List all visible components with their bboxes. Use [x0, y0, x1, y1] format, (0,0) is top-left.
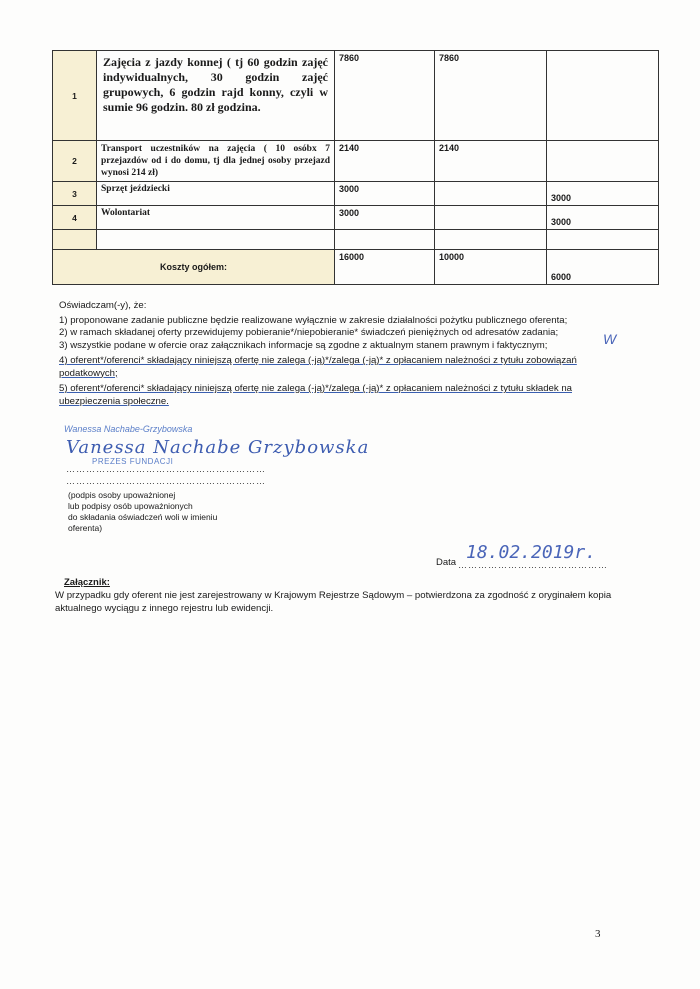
table-row-empty — [53, 230, 659, 250]
date-value: 18.02.2019r. — [466, 542, 597, 563]
table-row — [53, 141, 659, 182]
margin-mark: W — [603, 331, 617, 347]
attachment-text: W przypadku gdy oferent nie jest zarejestrowany w Krajowym Rejestrze Sądowym – potwierdzona za zgodność z oryginałem kopia aktualnego wyciągu z innego rejestru lub ewidencji. — [55, 590, 612, 614]
declaration-item: 1) proponowane zadanie publiczne będzie realizowane wyłącznie w zakresie działalności pożytku publicznego oferenta; — [59, 314, 568, 326]
declarations — [59, 300, 619, 408]
own-contribution-sum: 6000 — [547, 250, 659, 285]
table-row — [53, 206, 659, 230]
signature-stamp-name: Wanessa Nachabe-Grzybowska — [64, 424, 193, 434]
cost-description: Zajęcia z jazdy konnej ( tj 60 godzin zajęć indywidualnych, 30 godzin zajęć grupowych, 6 godzin rajd konny, czyli w sumie 96 godzin. 80 zł godzina. — [97, 51, 335, 141]
requested-grant-cell: 2140 — [435, 141, 547, 182]
total-cost-sum: 16000 — [335, 250, 435, 285]
signature-stamp-title: PREZES FUNDACJI — [92, 457, 174, 466]
attachment-title: Załącznik: — [64, 577, 110, 588]
total-cost-cell: 3000 — [335, 182, 435, 206]
signature-caption: (podpis osoby upoważnionej lub podpisy osób upoważnionych do składania oświadczeń woli w imieniu oferenta) — [68, 490, 218, 533]
date-label: Data — [436, 557, 457, 568]
declaration-item: 5) oferent*/oferenci* składający niniejszą ofertę nie zalega (-ją)*/zalega (-ją)* z opłacaniem należności z tytułu składek na ubezpieczenia społeczne. — [59, 383, 572, 407]
cost-description: Wolontariat — [97, 206, 335, 230]
total-cost-cell: 2140 — [335, 141, 435, 182]
table-row — [53, 51, 659, 141]
requested-grant-cell — [435, 182, 547, 206]
total-cost-cell: 3000 — [335, 206, 435, 230]
cost-description: Transport uczestników na zajęcia ( 10 osóbx 7 przejazdów od i do domu, tj dla jednej osoby przejazd wynosi 214 zł) — [97, 141, 335, 182]
own-contribution-cell: 3000 — [547, 182, 659, 206]
cost-description: Sprzęt jeździecki — [97, 182, 335, 206]
own-contribution-cell — [547, 141, 659, 182]
declarations-intro: Oświadczam(-y), że: — [59, 300, 147, 311]
own-contribution-cell: 3000 — [547, 206, 659, 230]
row-number: 1 — [53, 51, 97, 141]
table-row — [53, 182, 659, 206]
signature-line: …………………………………………………… — [66, 476, 266, 486]
row-number: 3 — [53, 182, 97, 206]
requested-grant-cell — [435, 206, 547, 230]
own-contribution-cell — [547, 51, 659, 141]
signature-line: …………………………………………………… — [66, 464, 266, 474]
total-label: Koszty ogółem: — [53, 250, 335, 285]
total-cost-cell: 7860 — [335, 51, 435, 141]
requested-grant-cell: 7860 — [435, 51, 547, 141]
declaration-item: 4) oferent*/oferenci* składający niniejszą ofertę nie zalega (-ją)*/zalega (-ją)* z opłacaniem należności z tytułu zobowiązań podatkowych; — [59, 355, 577, 379]
declaration-item: 2) w ramach składanej oferty przewidujemy pobieranie*/niepobieranie* świadczeń pieniężnych od adresatów zadania; — [59, 327, 559, 338]
handwritten-signature: Vanessa Nachabe Grzybowska — [66, 437, 370, 458]
cost-table — [52, 50, 659, 285]
total-row — [53, 250, 659, 285]
date-line: ……………………………………… — [458, 560, 608, 570]
declaration-item: 3) wszystkie podane w ofercie oraz załącznikach informacje są zgodne z aktualnym stanem prawnym i faktycznym; — [59, 339, 548, 351]
page-number: 3 — [595, 928, 601, 940]
row-number: 2 — [53, 141, 97, 182]
row-number: 4 — [53, 206, 97, 230]
requested-grant-sum: 10000 — [435, 250, 547, 285]
